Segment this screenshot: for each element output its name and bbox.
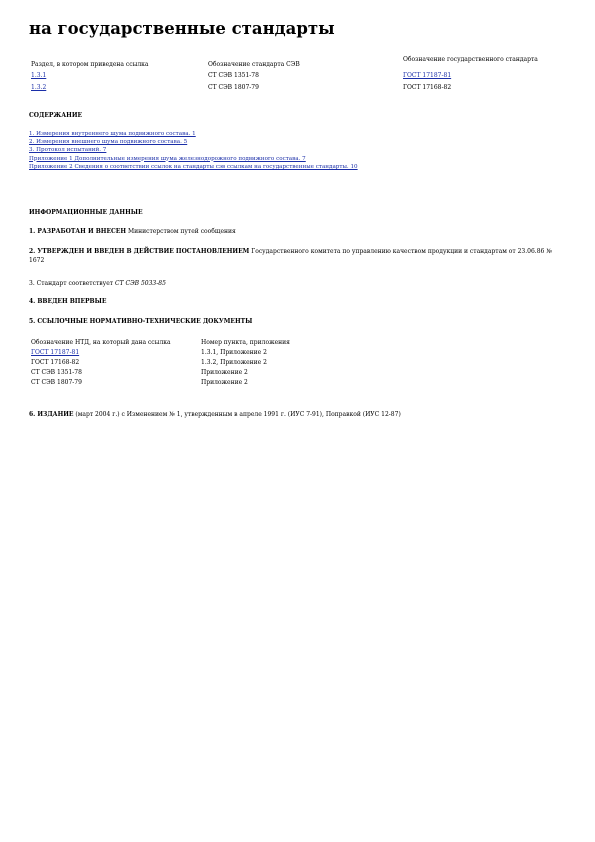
- table-row: [31, 358, 401, 368]
- info-item-6: [29, 410, 569, 419]
- info-heading: ИНФОРМАЦИОННЫЕ ДАННЫЕ: [29, 209, 143, 216]
- info-label: 2. УТВЕРЖДЕН И ВВЕДЕН В ДЕЙСТВИЕ ПОСТАНОВЛЕНИЕМ: [29, 248, 250, 255]
- table-header-cell: Обозначение стандарта СЭВ: [208, 61, 300, 68]
- table-row: [31, 71, 571, 80]
- info-text: (март 2004 г.) с Изменением № 1, утвержденным в апреле 1991 г. (ИУС 7-91), Поправкой (ИУС 12-87): [73, 411, 401, 418]
- info-item-1: [29, 227, 569, 236]
- table-cell: СТ СЭВ 1351-78: [208, 72, 259, 79]
- table-cell: ГОСТ 17168-82: [403, 84, 452, 91]
- table-header-cell: Обозначение НТД, на который дана ссылка: [31, 339, 171, 346]
- toc-link[interactable]: 3. Протокол испытаний. 7: [29, 147, 107, 154]
- page-title: на государственные стандарты: [29, 19, 335, 38]
- table-cell: ГОСТ 17168-82: [31, 359, 80, 366]
- toc-link[interactable]: Приложение 1 Дополнительные измерения шума железнодорожного подвижного состава. 7: [29, 155, 306, 162]
- table-cell: СТ СЭВ 1351-78: [31, 369, 82, 376]
- table-row: [31, 378, 401, 388]
- table-of-contents: [29, 130, 358, 171]
- info-label: 6. ИЗДАНИЕ: [29, 411, 74, 418]
- table-cell: СТ СЭВ 1807-79: [31, 379, 82, 386]
- table-row: [31, 348, 401, 358]
- normative-documents-table: [31, 338, 401, 388]
- table-row: [31, 368, 401, 378]
- table-cell: Приложение 2: [201, 369, 248, 376]
- table-row: [31, 83, 571, 92]
- toc-link[interactable]: Приложение 2 Сведения о соответствии ссылок на стандарты сэв ссылкам на государственные стандарты. 10: [29, 163, 358, 170]
- toc-link[interactable]: 2. Измерения внешнего шума подвижного состава. 5: [29, 139, 188, 146]
- info-text: Государственного комитета по управлению качеством продукции и стандартам от 23.06.86 № 1672: [29, 248, 552, 264]
- table-cell: СТ СЭВ 1807-79: [208, 84, 259, 91]
- toc-link[interactable]: 1. Измерения внутреннего шума подвижного состава. 1: [29, 131, 196, 137]
- section-link[interactable]: 1.3.2: [31, 84, 47, 91]
- table-cell: 1.3.2, Приложение 2: [201, 359, 267, 366]
- gost-link[interactable]: ГОСТ 17187-81: [403, 72, 452, 79]
- table-header-row: [31, 338, 401, 348]
- info-text: 3. Стандарт соответствует: [29, 280, 115, 287]
- info-item-5: 5. ССЫЛОЧНЫЕ НОРМАТИВНО-ТЕХНИЧЕСКИЕ ДОКУМЕНТЫ: [29, 318, 253, 325]
- table-header-cell: Номер пункта, приложения: [201, 339, 290, 346]
- gost-link[interactable]: ГОСТ 17187-81: [31, 349, 80, 356]
- section-link[interactable]: 1.3.1: [31, 72, 47, 79]
- table-cell: 1.3.1, Приложение 2: [201, 349, 267, 356]
- info-item-2: [29, 247, 569, 265]
- info-item-4: 4. ВВЕДЕН ВПЕРВЫЕ: [29, 298, 107, 305]
- table-header-cell: Обозначение государственного стандарта: [403, 56, 538, 63]
- info-label: 1. РАЗРАБОТАН И ВНЕСЕН: [29, 228, 127, 235]
- table-cell: Приложение 2: [201, 379, 248, 386]
- table-header-row: [31, 55, 571, 69]
- info-text: Министерством путей сообщения: [126, 228, 236, 235]
- info-item-3: [29, 279, 569, 288]
- standards-reference-table: [31, 55, 571, 92]
- contents-heading: СОДЕРЖАНИЕ: [29, 112, 83, 119]
- standard-reference: СТ СЭВ 5033-85: [114, 280, 166, 287]
- table-header-cell: Раздел, в котором приведена ссылка: [31, 61, 149, 68]
